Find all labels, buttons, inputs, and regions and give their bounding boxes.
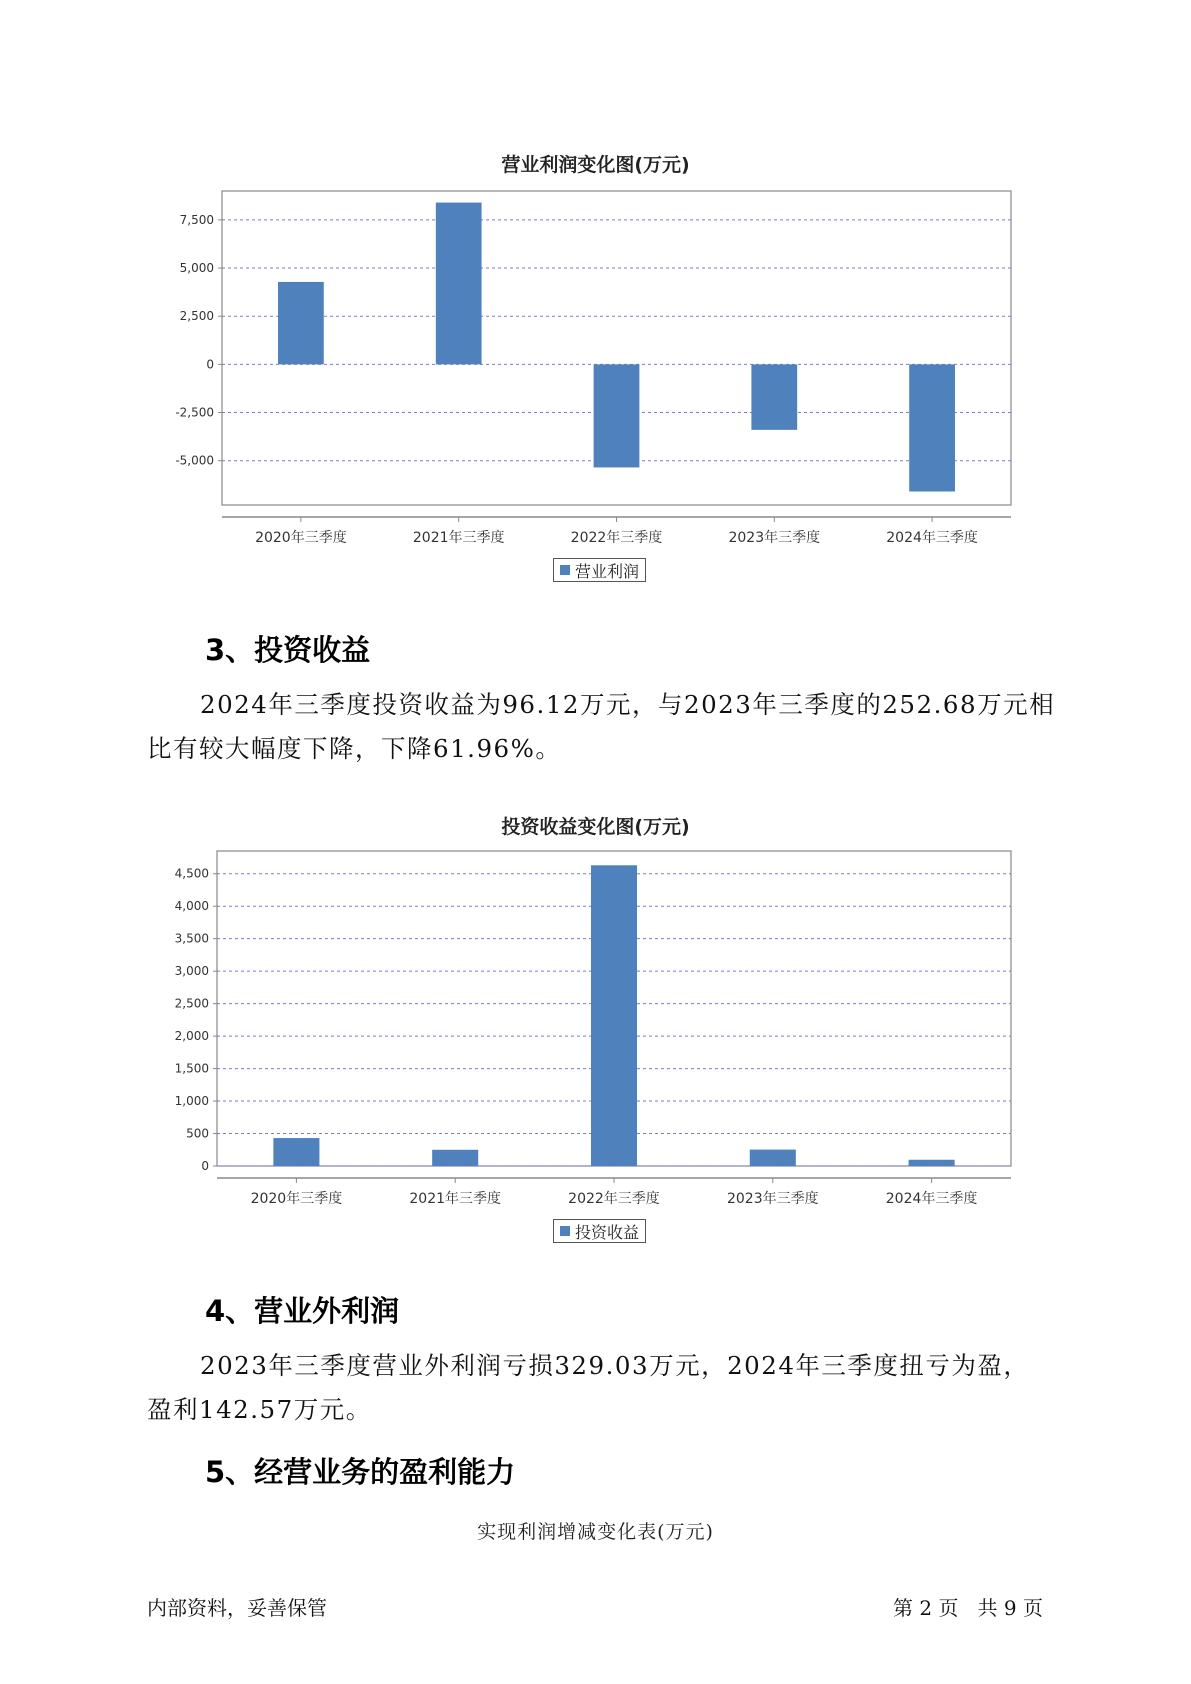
- x-tick-label: 2024年三季度: [886, 530, 978, 546]
- y-tick-label: 3,000: [174, 964, 209, 979]
- section4-heading: 4、营业外利润: [205, 1294, 400, 1328]
- section4-line-2: 盈利142.57万元。: [147, 1395, 372, 1424]
- chart1-title: 营业利润变化图(万元): [501, 154, 690, 176]
- chart2-legend-label: 投资收益: [575, 1222, 640, 1242]
- section4-paragraph: [147, 1344, 1067, 1432]
- section3-line-1: 2024年三季度投资收益为96.12万元，与2023年三季度的252.68万元相: [200, 690, 1056, 719]
- y-tick-label: 2,000: [174, 1029, 209, 1044]
- y-tick-label: 1,000: [174, 1094, 209, 1109]
- x-tick-label: 2023年三季度: [728, 530, 821, 546]
- y-tick-label: 4,500: [174, 866, 209, 881]
- y-tick-label: 0: [201, 1159, 209, 1173]
- bar-2024年三季度: [909, 1160, 955, 1166]
- x-tick-label: 2022年三季度: [568, 1191, 660, 1207]
- y-tick-label: 4,000: [174, 899, 209, 914]
- section3-heading: 3、投资收益: [205, 633, 371, 667]
- y-tick-label: 0: [206, 357, 214, 372]
- chart2-legend: [553, 1219, 646, 1243]
- footer-page-number: 第 2 页 共 9 页: [893, 1596, 1043, 1620]
- bar-2022年三季度: [591, 865, 637, 1166]
- section4-line-1: 2023年三季度营业外利润亏损329.03万元，2024年三季度扭亏为盈，: [200, 1351, 1030, 1380]
- y-tick-label: 3,500: [174, 931, 209, 946]
- x-tick-label: 2020年三季度: [255, 530, 347, 546]
- x-tick-label: 2021年三季度: [409, 1191, 502, 1207]
- x-tick-label: 2020年三季度: [250, 1191, 343, 1207]
- legend-swatch: [560, 1226, 570, 1236]
- y-tick-label: -5,000: [175, 453, 214, 468]
- y-tick-label: 2,500: [174, 996, 209, 1011]
- x-tick-label: 2022年三季度: [570, 530, 663, 546]
- y-tick-label: 2,500: [179, 309, 214, 324]
- y-tick-label: 1,500: [174, 1061, 209, 1076]
- bar-2021年三季度: [432, 1150, 478, 1166]
- bar-2023年三季度: [750, 1150, 796, 1166]
- x-tick-label: 2024年三季度: [885, 1191, 978, 1207]
- table-caption: 实现利润增减变化表(万元): [477, 1521, 714, 1543]
- x-tick-label: 2023年三季度: [726, 1191, 819, 1207]
- y-tick-label: 500: [186, 1126, 209, 1141]
- section5-heading: 5、经营业务的盈利能力: [205, 1455, 516, 1489]
- footer-confidential-note: 内部资料，妥善保管: [147, 1596, 327, 1620]
- section3-line-2: 比有较大幅度下降，下降61.96%。: [147, 734, 562, 763]
- chart1-legend-label: 营业利润: [575, 561, 640, 581]
- x-tick-label: 2021年三季度: [412, 530, 505, 546]
- chart2-title: 投资收益变化图(万元): [501, 816, 690, 838]
- y-tick-label: 7,500: [179, 212, 214, 227]
- y-tick-label: -2,500: [175, 405, 214, 420]
- bar-2020年三季度: [273, 1138, 319, 1166]
- y-tick-label: 5,000: [179, 261, 214, 276]
